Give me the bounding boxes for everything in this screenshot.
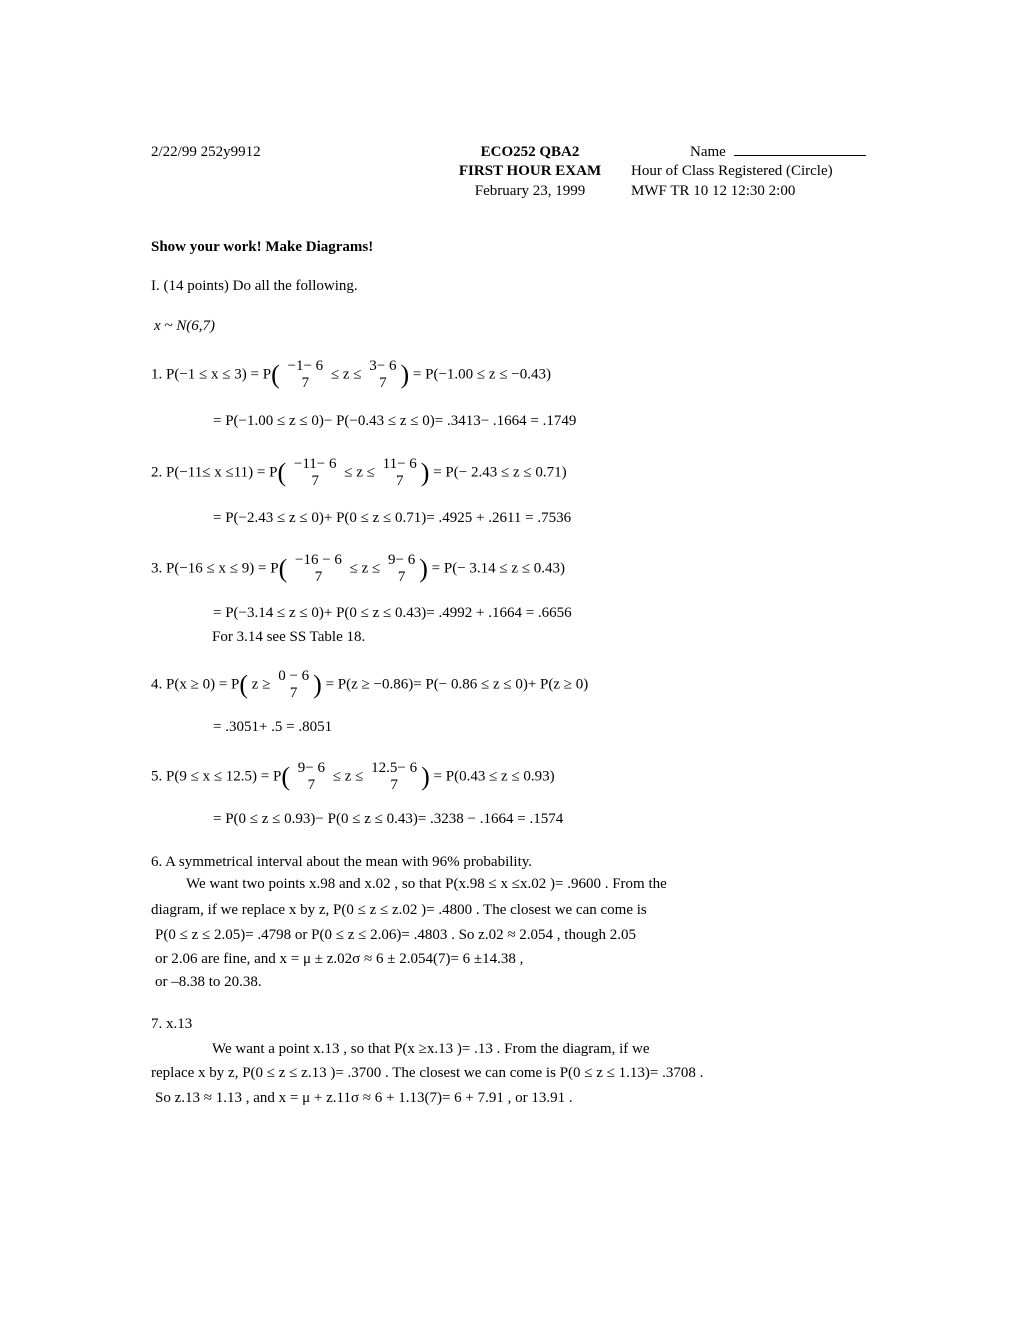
fraction: 9− 6 7: [388, 552, 416, 585]
problem-6-line3: P(0 ≤ z ≤ 2.05)= .4798 or P(0 ≤ z ≤ 2.06)= .4803 . So z.02 ≈ 2.054 , though 2.05: [155, 927, 636, 943]
inequality: ≤ z ≤: [344, 464, 375, 481]
problem-4: 4. P(x ≥ 0) = P( z ≥ 0 − 6 7 ) = P(z ≥ −0.86)= P(− 0.86 ≤ z ≤ 0)+ P(z ≥ 0): [151, 668, 589, 701]
problem-lhs: P(−11≤ x ≤11) = P: [166, 464, 278, 481]
inequality: ≤ z ≤: [332, 768, 364, 785]
problem-2-line2: = P(−2.43 ≤ z ≤ 0)+ P(0 ≤ z ≤ 0.71)= .4925 + .2611 = .7536: [213, 510, 572, 526]
problem-7-title: 7. x.13: [151, 1016, 193, 1032]
problem-1-line2: = P(−1.00 ≤ z ≤ 0)− P(−0.43 ≤ z ≤ 0)= .3413− .1664 = .1749: [213, 413, 577, 429]
problem-lhs: P(−16 ≤ x ≤ 9) = P: [166, 560, 279, 577]
problem-3: 3. P(−16 ≤ x ≤ 9) = P( −16 − 6 7 ≤ z ≤ 9− 6 7 ) = P(− 3.14 ≤ z ≤ 0.43): [151, 552, 566, 585]
date-code: 2/22/99 252y9912: [151, 144, 261, 160]
problem-rhs: = P(0.43 ≤ z ≤ 0.93): [433, 768, 555, 785]
problem-rhs: = P(− 2.43 ≤ z ≤ 0.71): [433, 464, 567, 481]
problem-number: 2.: [151, 464, 163, 481]
inequality: ≤ z ≤: [349, 560, 381, 577]
problem-2: 2. P(−11≤ x ≤11) = P( −11− 6 7 ≤ z ≤ 11− 6 7 ) = P(− 2.43 ≤ z ≤ 0.71): [151, 456, 567, 489]
fraction: 3− 6 7: [369, 358, 397, 391]
problem-number: 4.: [151, 676, 163, 693]
problem-number: 3.: [151, 560, 163, 577]
fraction: −16 − 6 7: [294, 552, 342, 585]
problem-lhs: P(−1 ≤ x ≤ 3) = P: [166, 366, 272, 383]
problem-6-line4: or 2.06 are fine, and x = μ ± z.02σ ≈ 6 ± 2.054(7)= 6 ±14.38 ,: [155, 951, 524, 967]
inequality: z ≥: [251, 676, 271, 693]
class-hours: MWF TR 10 12 12:30 2:00: [631, 183, 796, 199]
problem-rhs: = P(z ≥ −0.86)= P(− 0.86 ≤ z ≤ 0)+ P(z ≥ 0): [325, 676, 589, 693]
problem-6-title: 6. A symmetrical interval about the mean with 96% probability.: [151, 854, 533, 870]
problem-3-line2: = P(−3.14 ≤ z ≤ 0)+ P(0 ≤ z ≤ 0.43)= .4992 + .1664 = .6656: [213, 605, 572, 621]
problem-5-line2: = P(0 ≤ z ≤ 0.93)− P(0 ≤ z ≤ 0.43)= .3238 − .1664 = .1574: [213, 811, 564, 827]
name-label: Name: [690, 144, 726, 160]
problem-7-line1: We want a point x.13 , so that P(x ≥x.13 )= .13 . From the diagram, if we: [212, 1041, 650, 1057]
distribution: x ~ N(6,7): [154, 318, 216, 334]
problem-number: 1.: [151, 366, 163, 383]
exam-date: February 23, 1999: [474, 183, 586, 199]
fraction: 0 − 6 7: [278, 668, 310, 701]
problem-1: 1. P(−1 ≤ x ≤ 3) = P( −1− 6 7 ≤ z ≤ 3− 6 7 ) = P(−1.00 ≤ z ≤ −0.43): [151, 358, 552, 391]
problem-lhs: P(9 ≤ x ≤ 12.5) = P: [166, 768, 282, 785]
fraction: −11− 6 7: [293, 456, 337, 489]
section-heading: I. (14 points) Do all the following.: [151, 278, 358, 294]
problem-rhs: = P(− 3.14 ≤ z ≤ 0.43): [431, 560, 566, 577]
problem-5: 5. P(9 ≤ x ≤ 12.5) = P( 9− 6 7 ≤ z ≤ 12.5− 6 7 ) = P(0.43 ≤ z ≤ 0.93): [151, 760, 555, 793]
course-title: ECO252 QBA2: [480, 144, 580, 160]
inequality: ≤ z ≤: [330, 366, 362, 383]
problem-7-line3: So z.13 ≈ 1.13 , and x = μ + z.11σ ≈ 6 + 1.13(7)= 6 + 7.91 , or 13.91 .: [155, 1090, 573, 1106]
fraction: −1− 6 7: [287, 358, 324, 391]
problem-rhs: = P(−1.00 ≤ z ≤ −0.43): [412, 366, 552, 383]
problem-lhs: P(x ≥ 0) = P: [166, 676, 240, 693]
problem-number: 5.: [151, 768, 163, 785]
problem-3-note: For 3.14 see SS Table 18.: [212, 629, 366, 645]
fraction: 11− 6 7: [382, 456, 417, 489]
hour-label: Hour of Class Registered (Circle): [631, 163, 833, 179]
problem-6-line1: We want two points x.98 and x.02 , so that P(x.98 ≤ x ≤x.02 )= .9600 . From the: [186, 876, 667, 892]
fraction: 12.5− 6 7: [371, 760, 418, 793]
name-blank: [734, 143, 866, 156]
fraction: 9− 6 7: [297, 760, 325, 793]
problem-6-line2: diagram, if we replace x by z, P(0 ≤ z ≤ z.02 )= .4800 . The closest we can come is: [151, 902, 647, 918]
problem-7-line2: replace x by z, P(0 ≤ z ≤ z.13 )= .3700 . The closest we can come is P(0 ≤ z ≤ 1.13)= .3708 .: [151, 1065, 704, 1081]
exam-title: FIRST HOUR EXAM: [458, 163, 602, 179]
name-field: [690, 143, 866, 161]
instructions: Show your work! Make Diagrams!: [151, 239, 374, 255]
problem-6-line5: or –8.38 to 20.38.: [155, 974, 262, 990]
problem-4-line2: = .3051+ .5 = .8051: [213, 719, 333, 735]
